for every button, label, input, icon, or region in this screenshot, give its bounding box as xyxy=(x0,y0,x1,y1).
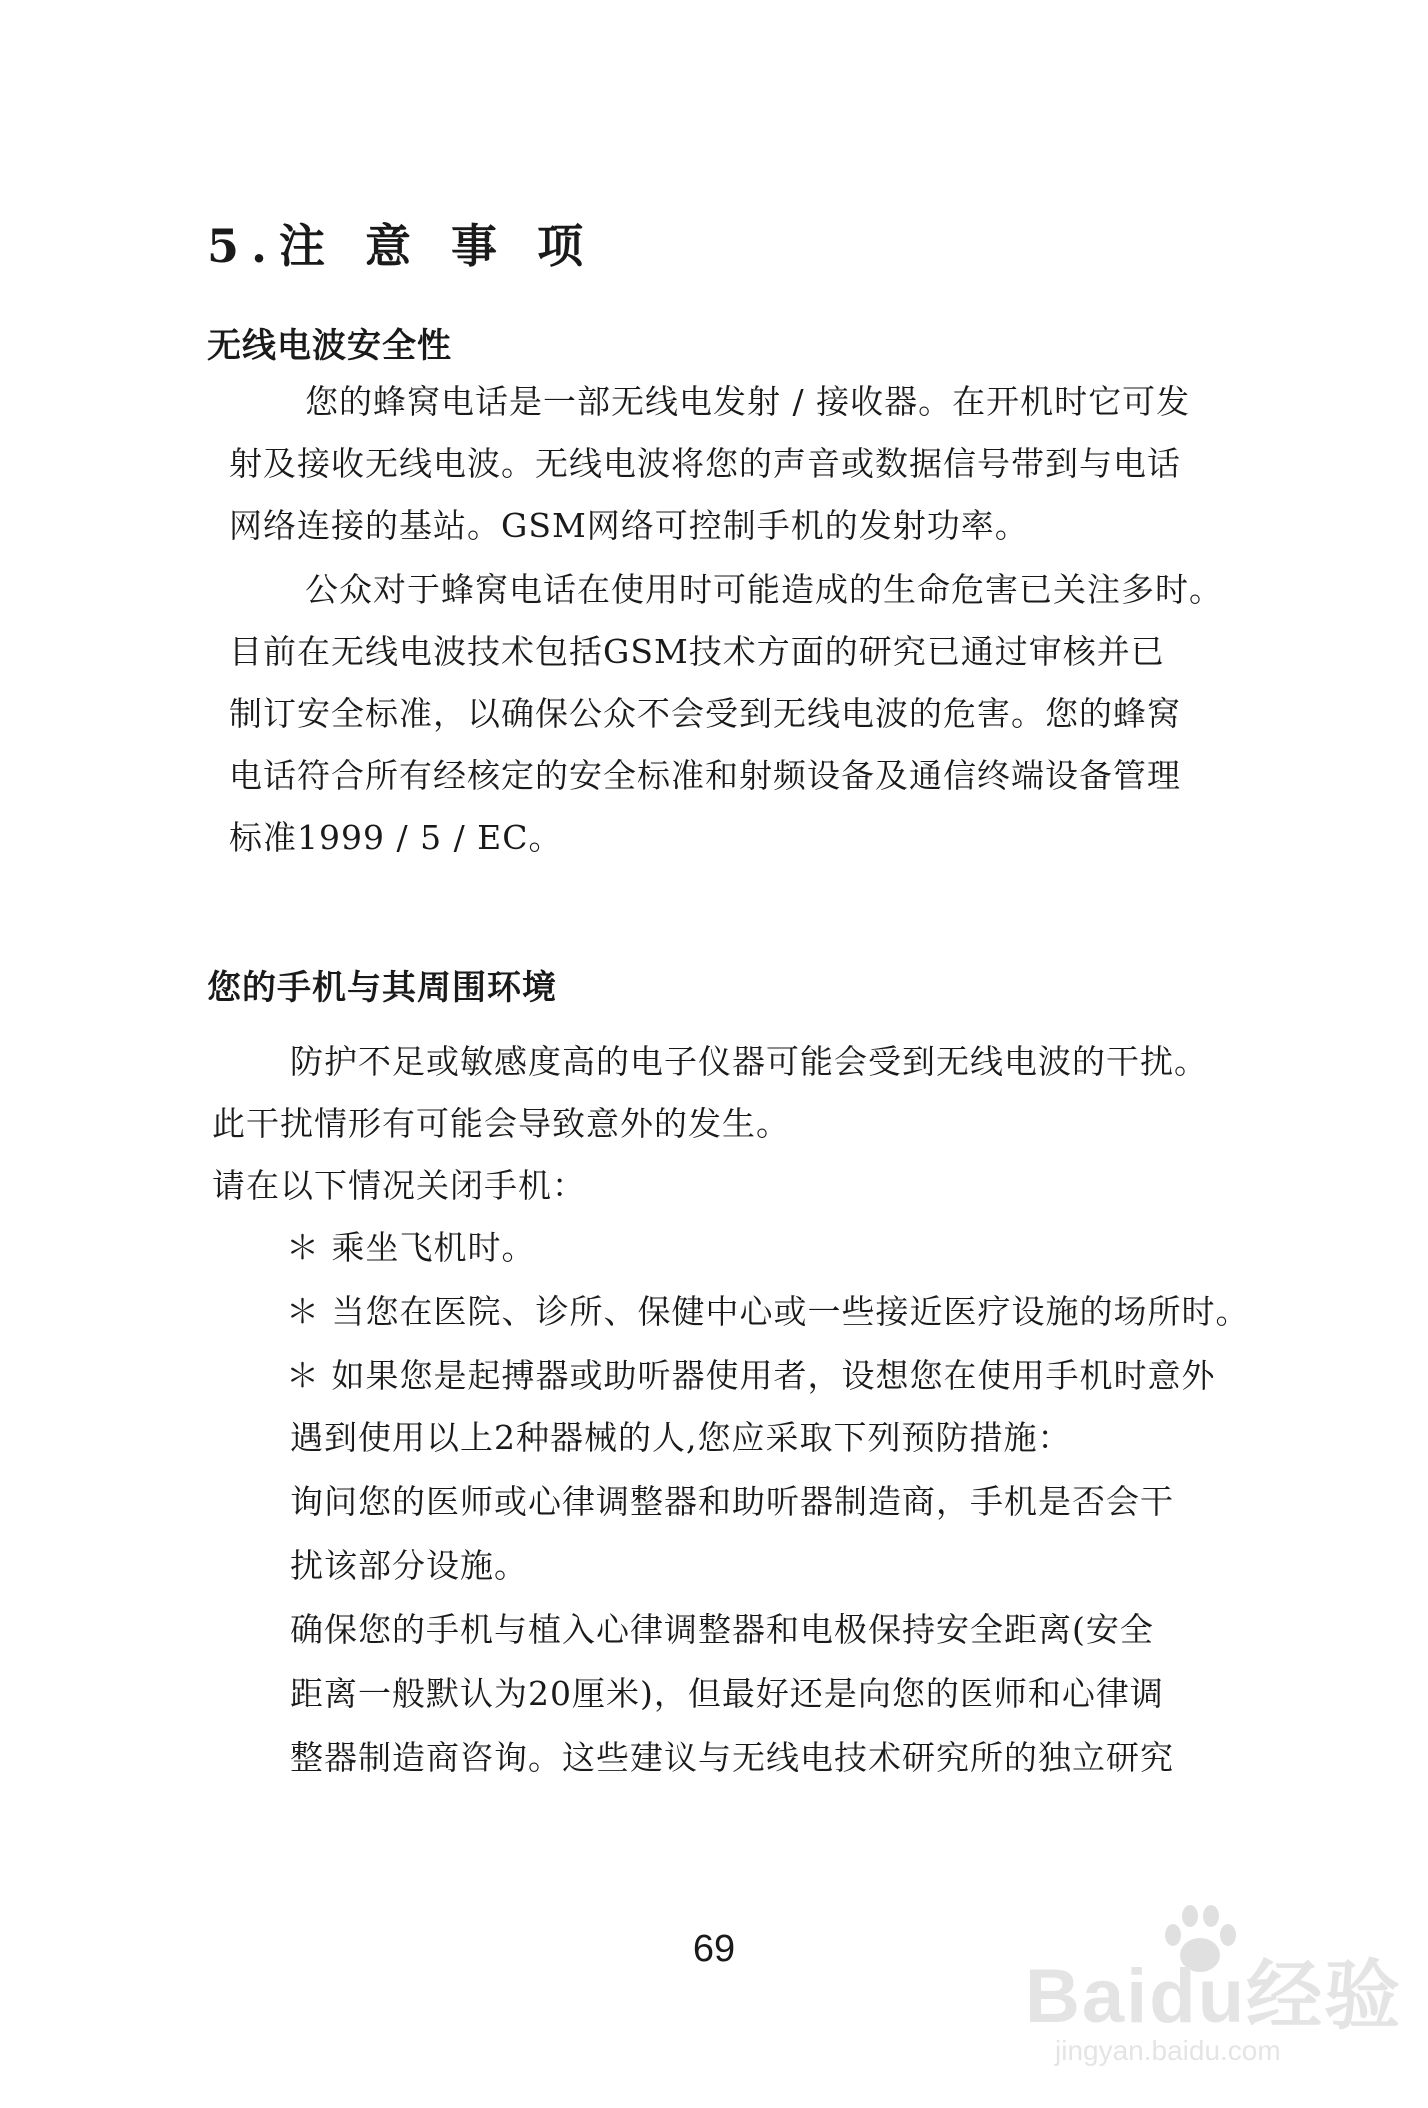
paragraph-line: 电话符合所有经核定的安全标准和射频设备及通信终端设备管理 xyxy=(229,756,1181,795)
paragraph-line: 询问您的医师或心律调整器和助听器制造商，手机是否会干 xyxy=(290,1482,1174,1521)
paragraph-line: 标准1999 / 5 / EC。 xyxy=(229,818,563,857)
section-heading-environment: 您的手机与其周围环境 xyxy=(207,968,557,1008)
page-number: 69 xyxy=(692,1928,736,1970)
paragraph-line: 防护不足或敏感度高的电子仪器可能会受到无线电波的干扰。 xyxy=(290,1042,1208,1081)
paragraph-line: 制订安全标准，以确保公众不会受到无线电波的危害。您的蜂窝 xyxy=(229,694,1181,733)
paragraph-line: 扰该部分设施。 xyxy=(290,1546,528,1585)
paragraph-line: 整器制造商咨询。这些建议与无线电技术研究所的独立研究 xyxy=(290,1738,1174,1777)
paragraph-line: 网络连接的基站。GSM网络可控制手机的发射功率。 xyxy=(229,506,1029,545)
list-item: ＊ 如果您是起搏器或助听器使用者，设想您在使用手机时意外 xyxy=(286,1356,1216,1395)
section-heading-radio-safety: 无线电波安全性 xyxy=(207,326,452,366)
paragraph-line: 请在以下情况关闭手机： xyxy=(212,1166,586,1205)
list-item: ＊ 当您在医院、诊所、保健中心或一些接近医疗设施的场所时。 xyxy=(286,1292,1250,1331)
list-item: ＊ 乘坐飞机时。 xyxy=(286,1228,536,1267)
paragraph-line: 您的蜂窝电话是一部无线电发射 / 接收器。在开机时它可发 xyxy=(305,382,1191,421)
paragraph-line: 公众对于蜂窝电话在使用时可能造成的生命危害已关注多时。 xyxy=(305,570,1223,609)
paragraph-line: 遇到使用以上2种器械的人,您应采取下列预防措施： xyxy=(290,1418,1072,1457)
paragraph-line: 确保您的手机与植入心律调整器和电极保持安全距离(安全 xyxy=(290,1610,1154,1649)
watermark-url: jingyan.baidu.com xyxy=(1055,2035,1281,2066)
watermark-logo: Baidu经验 xyxy=(1025,1954,1403,2039)
paragraph-line: 距离一般默认为20厘米)，但最好还是向您的医师和心律调 xyxy=(290,1674,1164,1713)
chapter-title: 5.注 意 事 项 xyxy=(207,219,596,273)
baidu-watermark xyxy=(1010,1900,1403,2080)
paragraph-line: 目前在无线电波技术包括GSM技术方面的研究已通过审核并已 xyxy=(229,632,1165,671)
paragraph-line: 此干扰情形有可能会导致意外的发生。 xyxy=(212,1104,790,1143)
paragraph-line: 射及接收无线电波。无线电波将您的声音或数据信号带到与电话 xyxy=(229,444,1181,483)
